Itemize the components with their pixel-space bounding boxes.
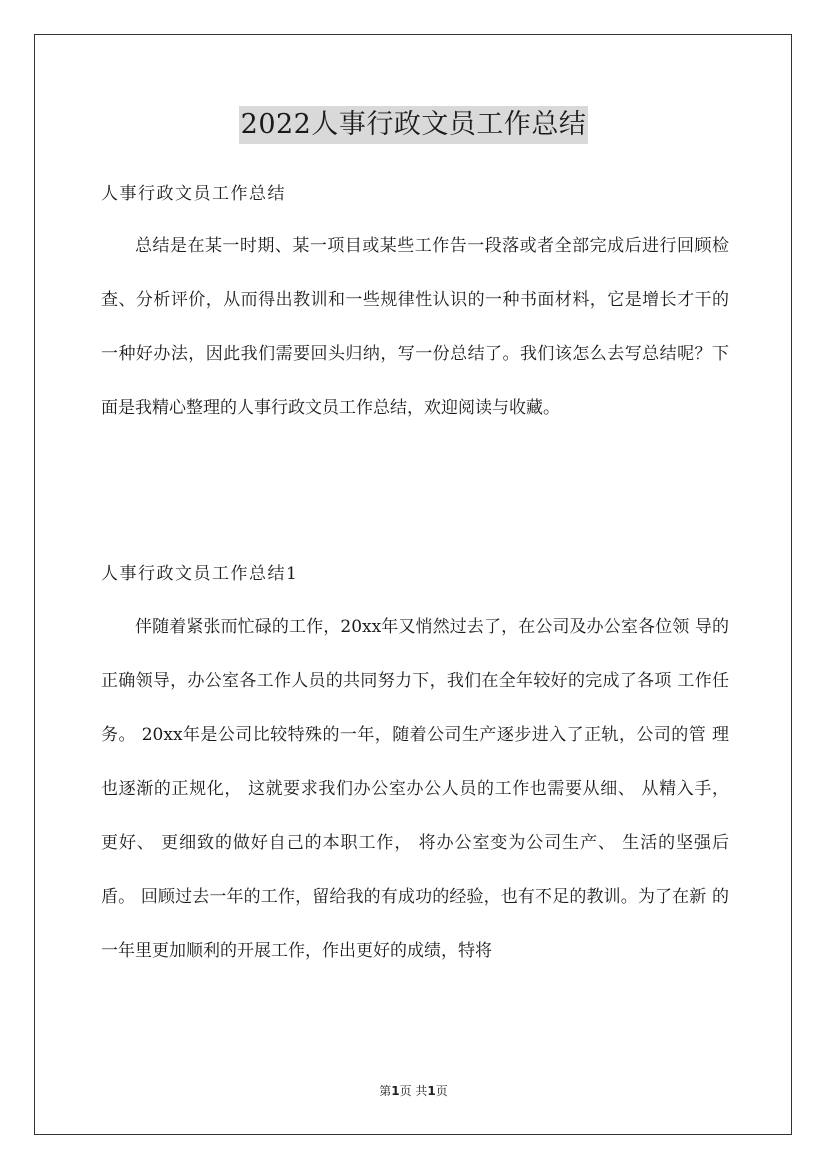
page-footer xyxy=(0,1083,827,1099)
document-title: 2022人事行政文员工作总结 xyxy=(239,106,589,144)
document-subtitle: 人事行政文员工作总结 xyxy=(101,184,286,204)
footer-current-page: 1 xyxy=(391,1084,400,1098)
intro-paragraph: 总结是在某一时期、某一项目或某些工作告一段落或者全部完成后进行回顾检查、分析评价，从而得出教训和一些规律性认识的一种书面材料，它是增长才干的一种好办法，因此我们需要回头归纳，写一份总结了。我们该怎么去写总结呢？下面是我精心整理的人事行政文员工作总结，欢迎阅读与收藏。 xyxy=(101,236,729,418)
section-1-heading: 人事行政文员工作总结1 xyxy=(101,564,299,584)
section-1-paragraph: 伴随着紧张而忙碌的工作，20xx年又悄然过去了，在公司及办公室各位领 导的正确领导，办公室各工作人员的共同努力下，我们在全年较好的完成了各项 工作任务。 20xx年是公司比较特殊的一年，随着公司生产逐步进入了正轨，公司的管 理也逐渐的正规化， 这就要求我们办公室办公人员的工作也需要从细、 从精入手， 更好、 更细致的做好自己的本职工作， 将办公室变为公司生产、 生活的坚强后盾。 回顾过去一年的工作，留给我的有成功的经验，也有不足的教训。为了在新 的一年里更加顺利的开展工作，作出更好的成绩，特将 xyxy=(101,617,729,961)
document-title-block xyxy=(0,103,827,144)
footer-mid: 页 共 xyxy=(399,1084,428,1098)
footer-prefix: 第 xyxy=(379,1084,392,1098)
footer-total-pages: 1 xyxy=(427,1084,436,1098)
footer-suffix: 页 xyxy=(435,1084,448,1098)
